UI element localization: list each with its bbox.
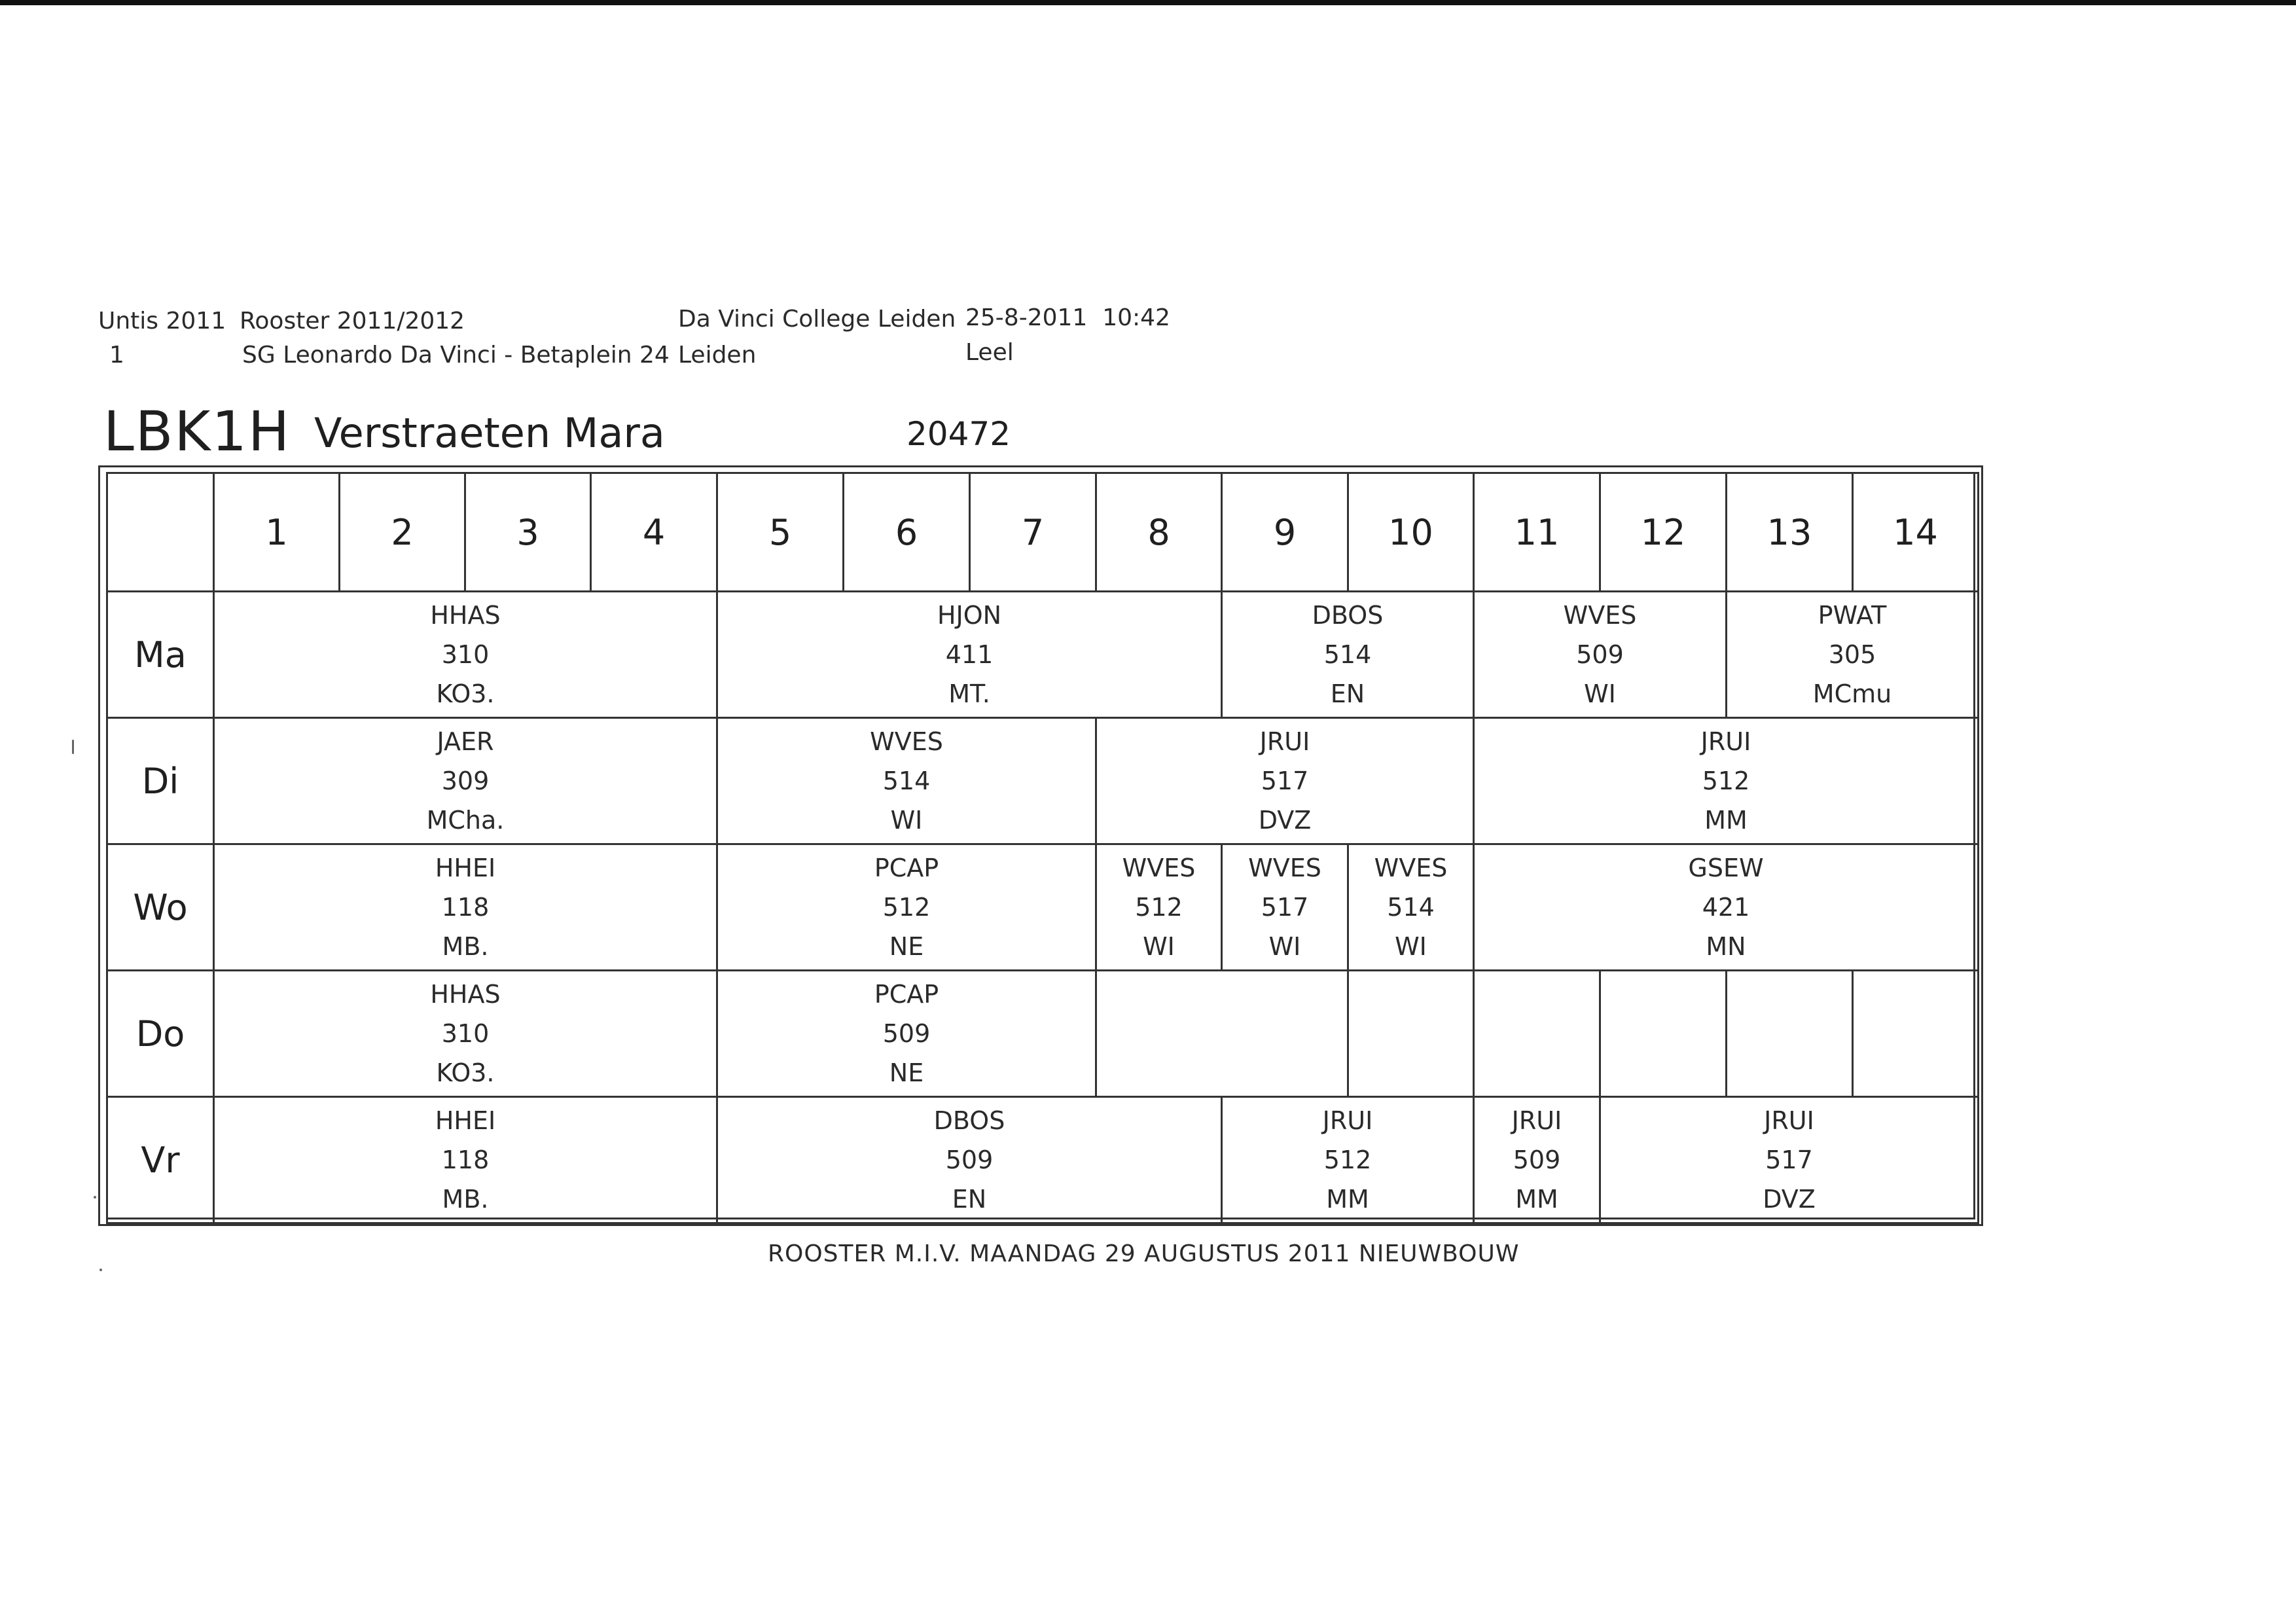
software-name: Untis 2011 bbox=[98, 308, 226, 334]
student-id: 20472 bbox=[906, 415, 1011, 453]
lesson-teacher: JRUI bbox=[1322, 1106, 1373, 1135]
lesson-cell bbox=[1222, 844, 1348, 971]
lesson-room: 310 bbox=[441, 640, 490, 669]
period-header: 8 bbox=[1096, 473, 1222, 592]
period-header: 2 bbox=[340, 473, 465, 592]
lesson-cell bbox=[717, 592, 1222, 718]
scan-mark bbox=[72, 740, 74, 754]
scan-edge bbox=[0, 0, 2296, 5]
lesson-room: 509 bbox=[945, 1146, 994, 1174]
lesson-teacher: HHEI bbox=[435, 1106, 496, 1135]
scan-mark bbox=[99, 1269, 102, 1271]
lesson-teacher: JRUI bbox=[1511, 1106, 1562, 1135]
lesson-cell bbox=[717, 971, 1096, 1097]
lesson-subject: WI bbox=[1143, 932, 1175, 961]
empty-cell bbox=[1600, 971, 1727, 1097]
student-name: Verstraeten Mara bbox=[314, 409, 665, 457]
day-label: Ma bbox=[107, 592, 214, 718]
lesson-room: 509 bbox=[882, 1019, 931, 1048]
lesson-teacher: HHAS bbox=[430, 980, 501, 1009]
lesson-subject: NE bbox=[889, 1058, 924, 1087]
empty-cell bbox=[1348, 971, 1474, 1097]
class-code: LBK1H bbox=[103, 399, 291, 463]
lesson-teacher: JRUI bbox=[1764, 1106, 1814, 1135]
lesson-room: 305 bbox=[1828, 640, 1876, 669]
lesson-teacher: WVES bbox=[1374, 854, 1448, 882]
lesson-room: 517 bbox=[1765, 1146, 1813, 1174]
day-row-do bbox=[107, 971, 1979, 1097]
day-row-vr bbox=[107, 1097, 1979, 1223]
lesson-room: 512 bbox=[882, 893, 931, 922]
lesson-cell bbox=[214, 971, 717, 1097]
period-header: 6 bbox=[844, 473, 970, 592]
lesson-subject: WI bbox=[1268, 932, 1301, 961]
empty-cell bbox=[1474, 971, 1600, 1097]
lesson-cell bbox=[717, 718, 1096, 844]
lesson-teacher: GSEW bbox=[1688, 854, 1764, 882]
lesson-cell bbox=[214, 718, 717, 844]
period-header: 4 bbox=[591, 473, 717, 592]
corner-cell bbox=[107, 473, 214, 592]
period-header-row bbox=[107, 473, 1979, 592]
empty-cell bbox=[1096, 971, 1348, 1097]
lesson-cell bbox=[1096, 844, 1222, 971]
lesson-subject: EN bbox=[1330, 679, 1365, 708]
lesson-room: 310 bbox=[441, 1019, 490, 1048]
lesson-cell bbox=[1474, 718, 1979, 844]
lesson-cell bbox=[717, 844, 1096, 971]
lesson-cell bbox=[1600, 1097, 1979, 1223]
schedule-name: Rooster 2011/2012 bbox=[240, 308, 465, 334]
period-header: 14 bbox=[1853, 473, 1979, 592]
period-header: 1 bbox=[214, 473, 340, 592]
lesson-subject: MCha. bbox=[426, 806, 505, 835]
lesson-room: 118 bbox=[441, 893, 490, 922]
lesson-room: 512 bbox=[1323, 1146, 1372, 1174]
lesson-teacher: PCAP bbox=[874, 980, 939, 1009]
lesson-teacher: HHAS bbox=[430, 601, 501, 630]
lesson-cell bbox=[1474, 592, 1727, 718]
scan-mark bbox=[94, 1196, 96, 1199]
period-header: 7 bbox=[970, 473, 1096, 592]
lesson-cell bbox=[1727, 592, 1979, 718]
lesson-subject: MB. bbox=[442, 1185, 489, 1214]
lesson-teacher: JRUI bbox=[1259, 727, 1310, 756]
lesson-room: 421 bbox=[1702, 893, 1750, 922]
lesson-room: 517 bbox=[1261, 767, 1309, 795]
lesson-subject: NE bbox=[889, 932, 924, 961]
lesson-subject: KO3. bbox=[436, 1058, 495, 1087]
lesson-room: 514 bbox=[882, 767, 931, 795]
lesson-cell bbox=[1096, 718, 1474, 844]
lesson-cell bbox=[1348, 844, 1474, 971]
lesson-cell bbox=[214, 1097, 717, 1223]
period-header: 3 bbox=[465, 473, 591, 592]
lesson-cell bbox=[1222, 1097, 1474, 1223]
period-header: 13 bbox=[1727, 473, 1853, 592]
lesson-room: 309 bbox=[441, 767, 490, 795]
lesson-room: 514 bbox=[1387, 893, 1435, 922]
lesson-cell bbox=[1474, 1097, 1600, 1223]
lesson-subject: MN bbox=[1706, 932, 1746, 961]
period-header: 10 bbox=[1348, 473, 1474, 592]
lesson-teacher: WVES bbox=[1248, 854, 1321, 882]
period-header: 11 bbox=[1474, 473, 1600, 592]
lesson-teacher: JRUI bbox=[1700, 727, 1751, 756]
lesson-teacher: PWAT bbox=[1818, 601, 1887, 630]
period-header: 9 bbox=[1222, 473, 1348, 592]
lesson-room: 517 bbox=[1261, 893, 1309, 922]
footer-note: ROOSTER M.I.V. MAANDAG 29 AUGUSTUS 2011 NIEUWBOUW bbox=[768, 1240, 1520, 1267]
lesson-subject: DVZ bbox=[1763, 1185, 1816, 1214]
lesson-teacher: WVES bbox=[1563, 601, 1637, 630]
day-label: Wo bbox=[107, 844, 214, 971]
lesson-room: 512 bbox=[1702, 767, 1750, 795]
day-row-di bbox=[107, 718, 1979, 844]
lesson-room: 512 bbox=[1135, 893, 1183, 922]
lesson-teacher: DBOS bbox=[933, 1106, 1005, 1135]
print-datetime: 25-8-2011 10:42 bbox=[965, 304, 1170, 331]
empty-cell bbox=[1853, 971, 1979, 1097]
empty-cell bbox=[1727, 971, 1853, 1097]
day-row-ma bbox=[107, 592, 1979, 718]
day-label: Vr bbox=[107, 1097, 214, 1223]
lesson-room: 509 bbox=[1576, 640, 1624, 669]
lesson-room: 411 bbox=[945, 640, 994, 669]
lesson-subject: WI bbox=[1395, 932, 1427, 961]
period-header: 12 bbox=[1600, 473, 1727, 592]
lesson-room: 514 bbox=[1323, 640, 1372, 669]
day-row-wo bbox=[107, 844, 1979, 971]
lesson-teacher: HJON bbox=[937, 601, 1002, 630]
timetable bbox=[106, 472, 1979, 1224]
lesson-subject: MM bbox=[1704, 806, 1748, 835]
lesson-subject: WI bbox=[1584, 679, 1616, 708]
lesson-subject: DVZ bbox=[1258, 806, 1312, 835]
period-header: 5 bbox=[717, 473, 844, 592]
lesson-subject: MT. bbox=[948, 679, 990, 708]
lesson-subject: EN bbox=[952, 1185, 987, 1214]
lesson-cell bbox=[214, 844, 717, 971]
lesson-subject: KO3. bbox=[436, 679, 495, 708]
lesson-cell bbox=[1474, 844, 1979, 971]
school-name: Da Vinci College Leiden bbox=[678, 306, 956, 333]
lesson-teacher: DBOS bbox=[1312, 601, 1384, 630]
lesson-teacher: HHEI bbox=[435, 854, 496, 882]
lesson-subject: MB. bbox=[442, 932, 489, 961]
lesson-cell bbox=[1222, 592, 1474, 718]
lesson-subject: MM bbox=[1515, 1185, 1558, 1214]
lesson-room: 118 bbox=[441, 1146, 490, 1174]
lesson-subject: WI bbox=[890, 806, 923, 835]
page-number: 1 bbox=[109, 342, 124, 369]
lesson-subject: MM bbox=[1326, 1185, 1369, 1214]
lesson-teacher: WVES bbox=[1122, 854, 1196, 882]
lesson-teacher: JAER bbox=[437, 727, 494, 756]
lesson-room: 509 bbox=[1513, 1146, 1561, 1174]
day-label: Di bbox=[107, 718, 214, 844]
lesson-subject: MCmu bbox=[1812, 679, 1892, 708]
lesson-teacher: WVES bbox=[870, 727, 943, 756]
lesson-cell bbox=[214, 592, 717, 718]
city: Leiden bbox=[678, 342, 757, 369]
school-branch: SG Leonardo Da Vinci - Betaplein 24 bbox=[242, 342, 670, 369]
lesson-cell bbox=[717, 1097, 1222, 1223]
lesson-teacher: PCAP bbox=[874, 854, 939, 882]
report-type: Leel bbox=[965, 339, 1014, 366]
day-label: Do bbox=[107, 971, 214, 1097]
